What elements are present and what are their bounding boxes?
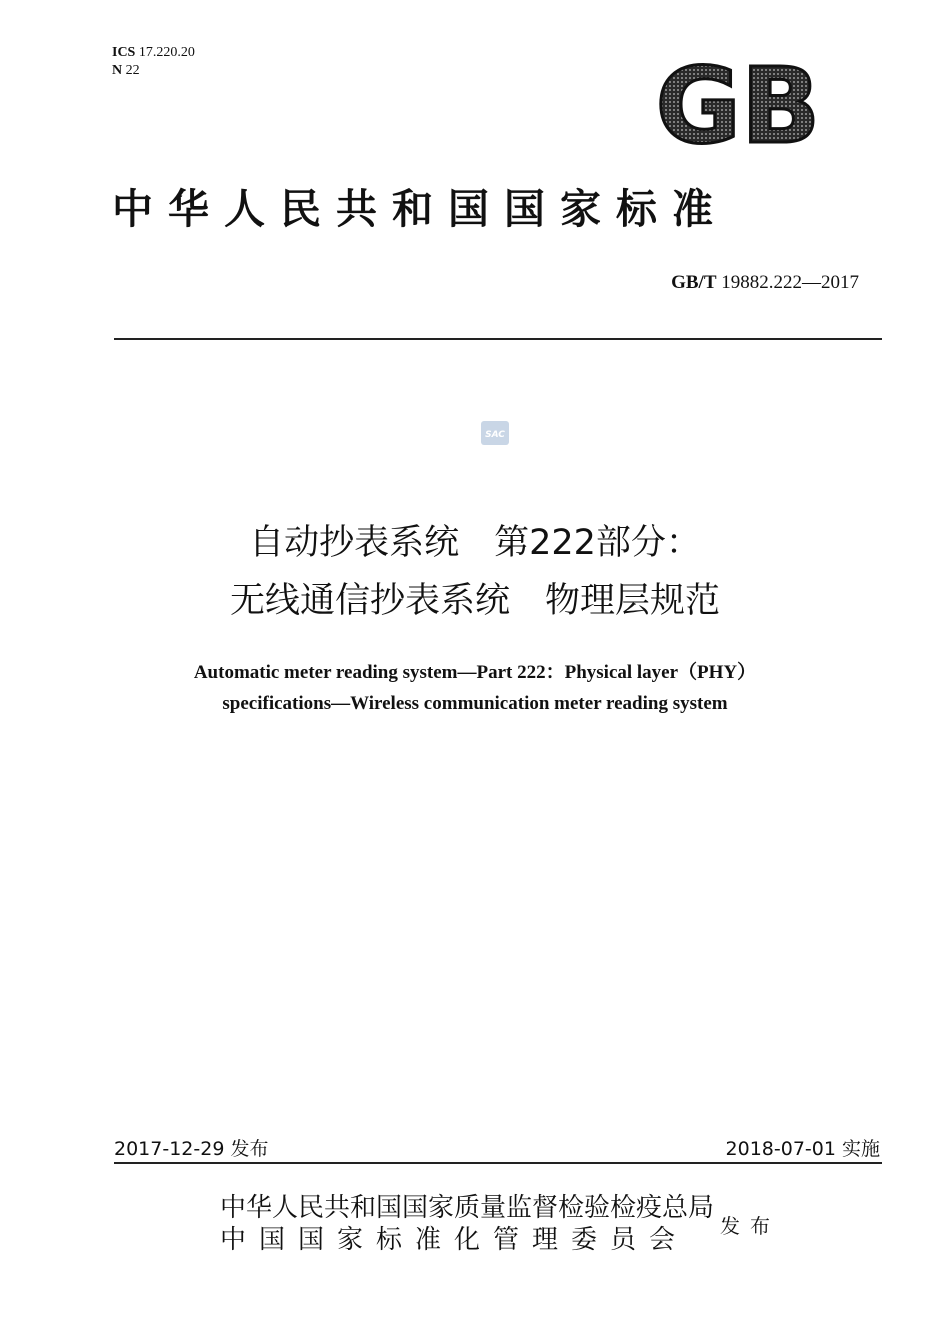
ics-code: 17.220.20 xyxy=(138,45,195,60)
publisher-org-2: 中国国家标准化管理委员会 xyxy=(220,1225,689,1255)
title-en-line1: Automatic meter reading system—Part 222：Physical layer（PHY） xyxy=(193,662,757,683)
sac-watermark-text: SAC xyxy=(485,430,505,440)
national-standard-title: 中华人民共和国国家标准 xyxy=(112,185,728,233)
issue-date: 2017-12-29 发布 xyxy=(114,1138,269,1160)
n-label: N xyxy=(112,63,123,78)
standard-number xyxy=(671,272,859,294)
classification-block xyxy=(112,44,195,80)
bottom-divider xyxy=(114,1162,882,1164)
n-code: 22 xyxy=(125,63,140,78)
ics-label: ICS xyxy=(112,45,136,60)
standard-code: 19882.222—2017 xyxy=(721,272,859,293)
standard-prefix: GB/T xyxy=(671,272,717,293)
publish-label: 发布 xyxy=(720,1214,780,1238)
title-cn-line1: 自动抄表系统 第222部分： xyxy=(249,523,701,563)
n-line xyxy=(112,62,195,80)
title-en-line2: specifications—Wireless communication meter reading system xyxy=(222,693,728,714)
publisher-org-1: 中华人民共和国国家质量监督检验检疫总局 xyxy=(220,1193,715,1223)
top-divider xyxy=(114,338,882,340)
gb-logo xyxy=(644,56,832,154)
sac-watermark xyxy=(480,420,510,446)
ics-line xyxy=(112,44,195,62)
title-cn-line2: 无线通信抄表系统 物理层规范 xyxy=(229,581,720,621)
implementation-date: 2018-07-01 实施 xyxy=(725,1138,880,1160)
gb-logo-text: GB xyxy=(655,56,821,154)
